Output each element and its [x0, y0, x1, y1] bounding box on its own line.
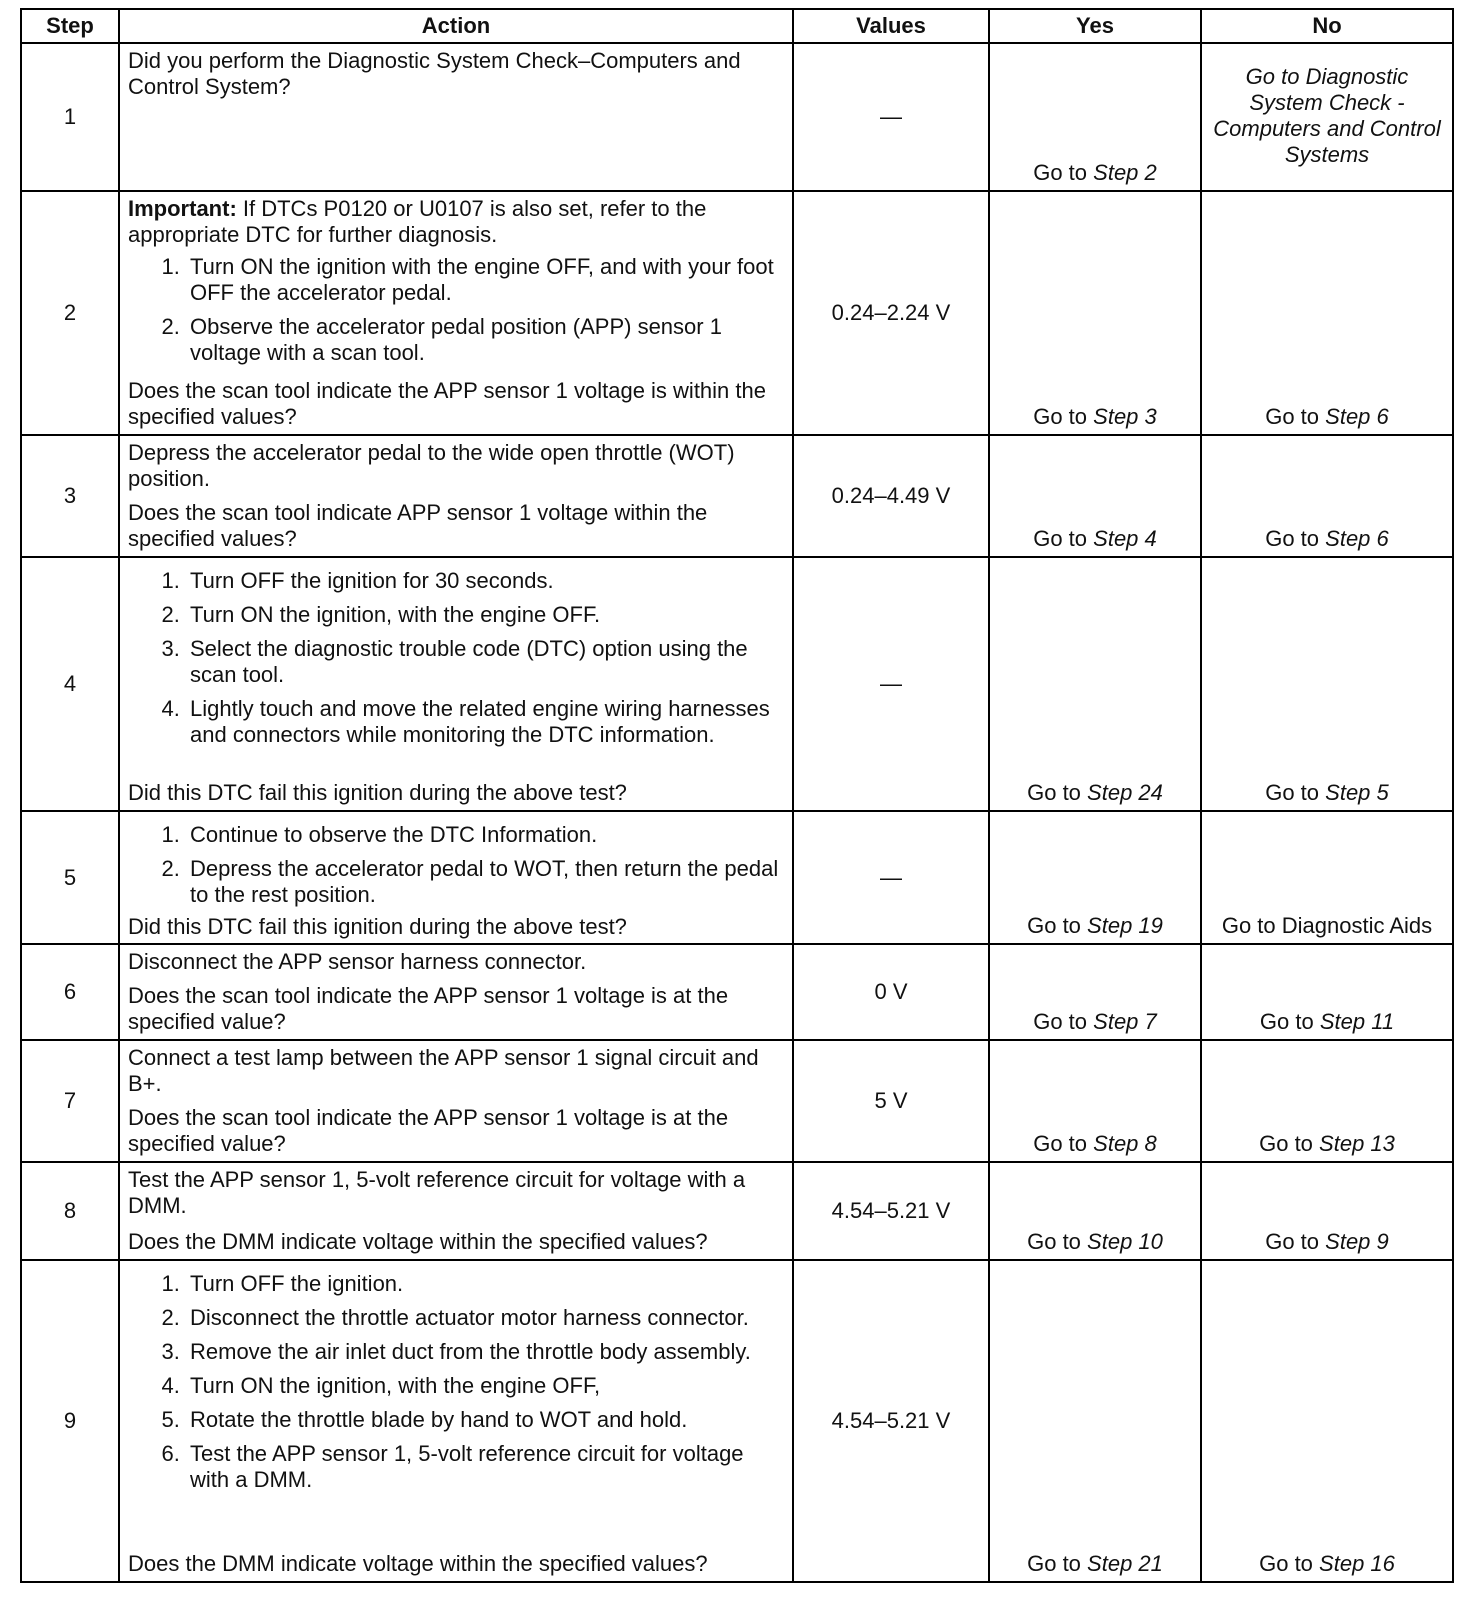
yes-cell	[989, 557, 1201, 811]
yes-prefix: Go to	[1027, 780, 1081, 805]
yes-cell	[989, 811, 1201, 944]
yes-target: Step 2	[1093, 160, 1157, 185]
no-link[interactable]	[1265, 780, 1389, 805]
action-cell	[119, 43, 793, 191]
procedure-item: 1. Turn OFF the ignition for 30 seconds.	[186, 568, 784, 594]
no-prefix: Go to	[1259, 1131, 1313, 1156]
no-cell	[1201, 944, 1453, 1040]
no-link[interactable]	[1265, 1229, 1389, 1254]
yes-prefix: Go to	[1027, 913, 1081, 938]
no-prefix: Go to	[1259, 1009, 1314, 1034]
important-label: Important:	[128, 196, 237, 221]
yes-prefix: Go to	[1033, 526, 1088, 551]
step-number: 9	[21, 1260, 119, 1582]
yes-cell	[989, 1162, 1201, 1260]
procedure-list	[128, 1271, 784, 1493]
action-question: Did this DTC fail this ignition during the above test?	[128, 914, 627, 939]
step-number: 8	[21, 1162, 119, 1260]
action-body	[128, 48, 784, 100]
table-row	[21, 1260, 1453, 1582]
table-body	[21, 43, 1453, 1582]
action-content	[128, 562, 784, 806]
yes-link[interactable]	[1027, 913, 1163, 938]
yes-link[interactable]	[1033, 1009, 1157, 1034]
step-number: 6	[21, 944, 119, 1040]
action-question: Does the DMM indicate voltage within the specified values?	[128, 1551, 708, 1576]
specified-value: 0 V	[793, 944, 989, 1040]
no-link[interactable]	[1260, 1009, 1394, 1034]
procedure-item: 3. Select the diagnostic trouble code (DTC) option using the scan tool.	[186, 636, 784, 688]
header-step: Step	[21, 9, 119, 43]
action-cell	[119, 557, 793, 811]
table-row	[21, 43, 1453, 191]
procedure-item: 4. Lightly touch and move the related engine wiring harnesses and connectors while monitoring the DTC information.	[186, 696, 784, 748]
action-instruction: Test the APP sensor 1, 5-volt reference circuit for voltage with a DMM.	[128, 1167, 746, 1218]
action-instruction: Depress the accelerator pedal to the wide open throttle (WOT) position.	[128, 440, 735, 491]
table-row	[21, 944, 1453, 1040]
action-body	[128, 1265, 784, 1499]
yes-target: Step 21	[1087, 1551, 1163, 1576]
yes-link[interactable]	[1033, 160, 1157, 185]
yes-target: Step 24	[1087, 780, 1163, 805]
procedure-item: 4. Turn ON the ignition, with the engine OFF,	[186, 1373, 784, 1399]
action-content	[128, 440, 784, 552]
table-row	[21, 435, 1453, 557]
yes-cell	[989, 435, 1201, 557]
specified-value: 0.24–2.24 V	[793, 191, 989, 435]
procedure-item: 2. Turn ON the ignition, with the engine OFF.	[186, 602, 784, 628]
yes-target: Step 19	[1087, 913, 1163, 938]
yes-cell	[989, 1040, 1201, 1162]
no-link[interactable]: Go to Diagnostic Aids	[1221, 913, 1433, 938]
action-cell	[119, 435, 793, 557]
yes-cell	[989, 43, 1201, 191]
action-instruction: Disconnect the APP sensor harness connector.	[128, 949, 587, 974]
procedure-list	[128, 822, 784, 908]
yes-prefix: Go to	[1033, 1131, 1088, 1156]
action-cell	[119, 811, 793, 944]
procedure-list	[128, 254, 784, 366]
yes-prefix: Go to	[1027, 1229, 1081, 1254]
action-cell	[119, 944, 793, 1040]
step-number: 7	[21, 1040, 119, 1162]
action-body	[128, 196, 784, 372]
important-text: If DTCs P0120 or U0107 is also set, refer to the appropriate DTC for further diagnosis.	[128, 196, 707, 247]
specified-value: —	[793, 557, 989, 811]
no-link[interactable]	[1265, 404, 1389, 429]
procedure-item: 2. Disconnect the throttle actuator motor harness connector.	[186, 1305, 784, 1331]
action-instruction: Did you perform the Diagnostic System Check–Computers and Control System?	[128, 48, 741, 99]
specified-value: 4.54–5.21 V	[793, 1162, 989, 1260]
yes-prefix: Go to	[1033, 160, 1088, 185]
action-content	[128, 816, 784, 940]
yes-prefix: Go to	[1033, 1009, 1088, 1034]
specified-value: 4.54–5.21 V	[793, 1260, 989, 1582]
no-prefix: Go to	[1265, 1229, 1320, 1254]
no-prefix: Go to	[1259, 1551, 1313, 1576]
no-target: Step 11	[1319, 1009, 1395, 1034]
no-cell	[1201, 1260, 1453, 1582]
action-body	[128, 949, 784, 975]
action-instruction: Connect a test lamp between the APP sensor 1 signal circuit and B+.	[128, 1045, 759, 1096]
action-cell	[119, 191, 793, 435]
yes-link[interactable]	[1027, 780, 1163, 805]
action-content	[128, 1045, 784, 1157]
yes-link[interactable]	[1027, 1551, 1163, 1576]
no-target: Step 13	[1319, 1131, 1395, 1156]
action-body	[128, 440, 784, 492]
no-target: Step 6	[1325, 404, 1389, 429]
procedure-item: 2. Observe the accelerator pedal position (APP) sensor 1 voltage with a scan tool.	[186, 314, 784, 366]
procedure-item: 2. Depress the accelerator pedal to WOT, then return the pedal to the rest position.	[186, 856, 784, 908]
specified-value: 5 V	[793, 1040, 989, 1162]
yes-link[interactable]	[1027, 1229, 1163, 1254]
step-number: 3	[21, 435, 119, 557]
yes-target: Step 3	[1093, 404, 1157, 429]
action-question: Does the scan tool indicate the APP sensor 1 voltage is at the specified value?	[128, 1105, 729, 1156]
header-row	[21, 9, 1453, 43]
action-cell	[119, 1040, 793, 1162]
no-target: Step 9	[1325, 1229, 1389, 1254]
specified-value: —	[793, 811, 989, 944]
action-question: Does the scan tool indicate the APP sensor 1 voltage is at the specified value?	[128, 983, 729, 1034]
no-cell	[1201, 191, 1453, 435]
yes-target: Step 8	[1093, 1131, 1157, 1156]
no-cell	[1201, 43, 1453, 191]
action-content	[128, 949, 784, 1035]
no-target: Step 16	[1319, 1551, 1395, 1576]
table-row	[21, 1040, 1453, 1162]
no-prefix: Go to	[1265, 526, 1320, 551]
action-content	[128, 1265, 784, 1577]
action-body	[128, 562, 784, 754]
procedure-list	[128, 568, 784, 748]
yes-link[interactable]	[1033, 404, 1157, 429]
action-content	[128, 196, 784, 430]
step-number: 2	[21, 191, 119, 435]
step-number: 5	[21, 811, 119, 944]
table-row	[21, 1162, 1453, 1260]
yes-cell	[989, 191, 1201, 435]
action-body	[128, 1045, 784, 1097]
action-question: Does the scan tool indicate the APP sensor 1 voltage is within the specified values?	[128, 378, 766, 429]
specified-value: 0.24–4.49 V	[793, 435, 989, 557]
no-target: Step 5	[1325, 780, 1389, 805]
action-question: Does the scan tool indicate APP sensor 1 voltage within the specified values?	[128, 500, 708, 551]
header-no: No	[1201, 9, 1453, 43]
yes-target: Step 4	[1093, 526, 1157, 551]
procedure-item: 1. Continue to observe the DTC Information.	[186, 822, 784, 848]
yes-prefix: Go to	[1033, 404, 1088, 429]
no-link[interactable]	[1265, 526, 1389, 551]
no-prefix: Go to	[1265, 404, 1320, 429]
action-content	[128, 1167, 784, 1255]
step-number: 1	[21, 43, 119, 191]
yes-target: Step 7	[1093, 1009, 1157, 1034]
yes-prefix: Go to	[1027, 1551, 1081, 1576]
procedure-item: 3. Remove the air inlet duct from the throttle body assembly.	[186, 1339, 784, 1365]
header-action: Action	[119, 9, 793, 43]
action-cell	[119, 1260, 793, 1582]
step-number: 4	[21, 557, 119, 811]
action-body	[128, 816, 784, 914]
important-note	[128, 196, 784, 248]
yes-cell	[989, 944, 1201, 1040]
table-row	[21, 191, 1453, 435]
yes-link[interactable]	[1033, 526, 1157, 551]
action-content	[128, 48, 784, 186]
table-row	[21, 557, 1453, 811]
specified-value: —	[793, 43, 989, 191]
no-target: Step 6	[1325, 526, 1389, 551]
yes-cell	[989, 1260, 1201, 1582]
no-cell	[1201, 811, 1453, 944]
no-link[interactable]: Go to Diagnostic System Check - Computers and Control Systems	[1213, 64, 1441, 167]
yes-link[interactable]	[1033, 1131, 1157, 1156]
action-question: Does the DMM indicate voltage within the specified values?	[128, 1229, 708, 1254]
action-question: Did this DTC fail this ignition during the above test?	[128, 780, 627, 805]
table-row	[21, 811, 1453, 944]
procedure-item: 5. Rotate the throttle blade by hand to WOT and hold.	[186, 1407, 784, 1433]
procedure-item: 1. Turn ON the ignition with the engine OFF, and with your foot OFF the accelerator pedal.	[186, 254, 784, 306]
no-prefix: Go to	[1265, 780, 1320, 805]
no-cell	[1201, 1162, 1453, 1260]
header-values: Values	[793, 9, 989, 43]
no-cell	[1201, 557, 1453, 811]
no-cell	[1201, 1040, 1453, 1162]
no-link[interactable]	[1259, 1131, 1395, 1156]
no-cell	[1201, 435, 1453, 557]
action-cell	[119, 1162, 793, 1260]
header-yes: Yes	[989, 9, 1201, 43]
diagnostic-table	[20, 8, 1454, 1583]
no-link[interactable]	[1259, 1551, 1395, 1576]
action-body	[128, 1167, 784, 1219]
procedure-item: 1. Turn OFF the ignition.	[186, 1271, 784, 1297]
yes-target: Step 10	[1087, 1229, 1163, 1254]
procedure-item: 6. Test the APP sensor 1, 5-volt reference circuit for voltage with a DMM.	[186, 1441, 784, 1493]
